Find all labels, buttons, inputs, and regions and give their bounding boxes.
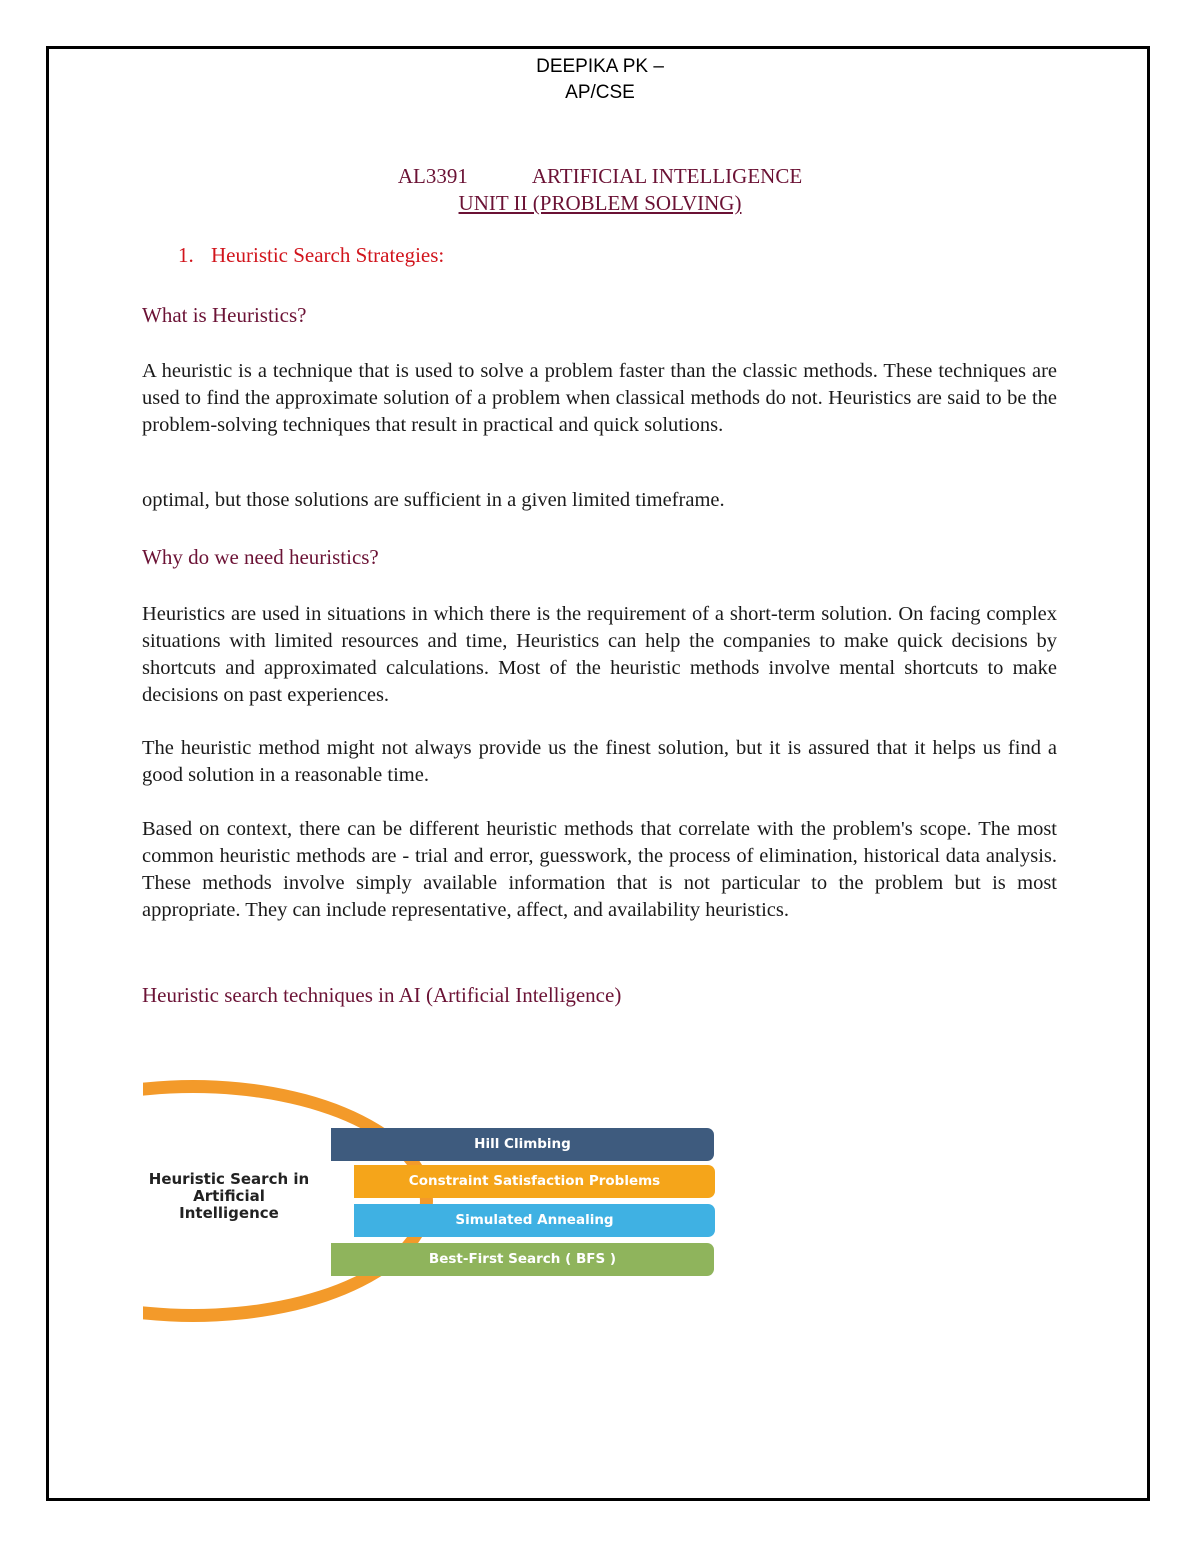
course-title: ARTIFICIAL INTELLIGENCE	[531, 164, 803, 188]
unit-title: UNIT II (PROBLEM SOLVING)	[458, 191, 742, 215]
question-why-heuristics: Why do we need heuristics?	[142, 545, 379, 569]
paragraph-methods: Based on context, there can be different heuristic methods that correlate with the problem's scope. The most common heuristic methods are - trial and error, guesswork, the process of elimination, historical data analysis. These methods involve simply available information that is not particular to the problem but is most appropriate. They can include representative, affect, and availability heuristics.	[142, 818, 1057, 921]
course-line	[0, 164, 1200, 189]
paragraph-optimal: optimal, but those solutions are sufficient in a given limited timeframe.	[142, 489, 725, 511]
band-simulated-annealing: Simulated Annealing	[354, 1204, 715, 1237]
question-what-is-heuristics: What is Heuristics?	[142, 303, 307, 327]
author-name: DEEPIKA PK –	[536, 56, 664, 77]
band-hill-climbing: Hill Climbing	[331, 1128, 714, 1161]
heading-search-techniques: Heuristic search techniques in AI (Artificial Intelligence)	[142, 983, 622, 1007]
section-heading	[178, 243, 444, 268]
course-code: AL3391	[397, 164, 468, 188]
band-constraint-satisfaction: Constraint Satisfaction Problems	[354, 1165, 715, 1198]
section-title: Heuristic Search Strategies:	[211, 243, 445, 267]
author-department: AP/CSE	[565, 82, 635, 103]
diagram-center-label: Heuristic Search in Artificial Intelligence	[148, 1170, 310, 1222]
band-best-first-search: Best-First Search ( BFS )	[331, 1243, 714, 1276]
section-number: 1.	[178, 243, 194, 267]
heuristic-search-diagram	[143, 1076, 723, 1332]
paragraph-finest-solution: The heuristic method might not always provide us the finest solution, but it is assured that it helps us find a good solution in a reasonable time.	[142, 737, 1057, 786]
paragraph-definition: A heuristic is a technique that is used to solve a problem faster than the classic methods. These techniques are used to find the approximate solution of a problem when classical methods do not. Heuristics are said to be the problem-solving techniques that result in practical and quick solutions.	[142, 360, 1057, 436]
paragraph-need: Heuristics are used in situations in which there is the requirement of a short-term solution. On facing complex situations with limited resources and time, Heuristics can help the companies to make quick decisions by shortcuts and approximated calculations. Most of the heuristic methods involve mental shortcuts to make decisions on past experiences.	[142, 603, 1057, 706]
